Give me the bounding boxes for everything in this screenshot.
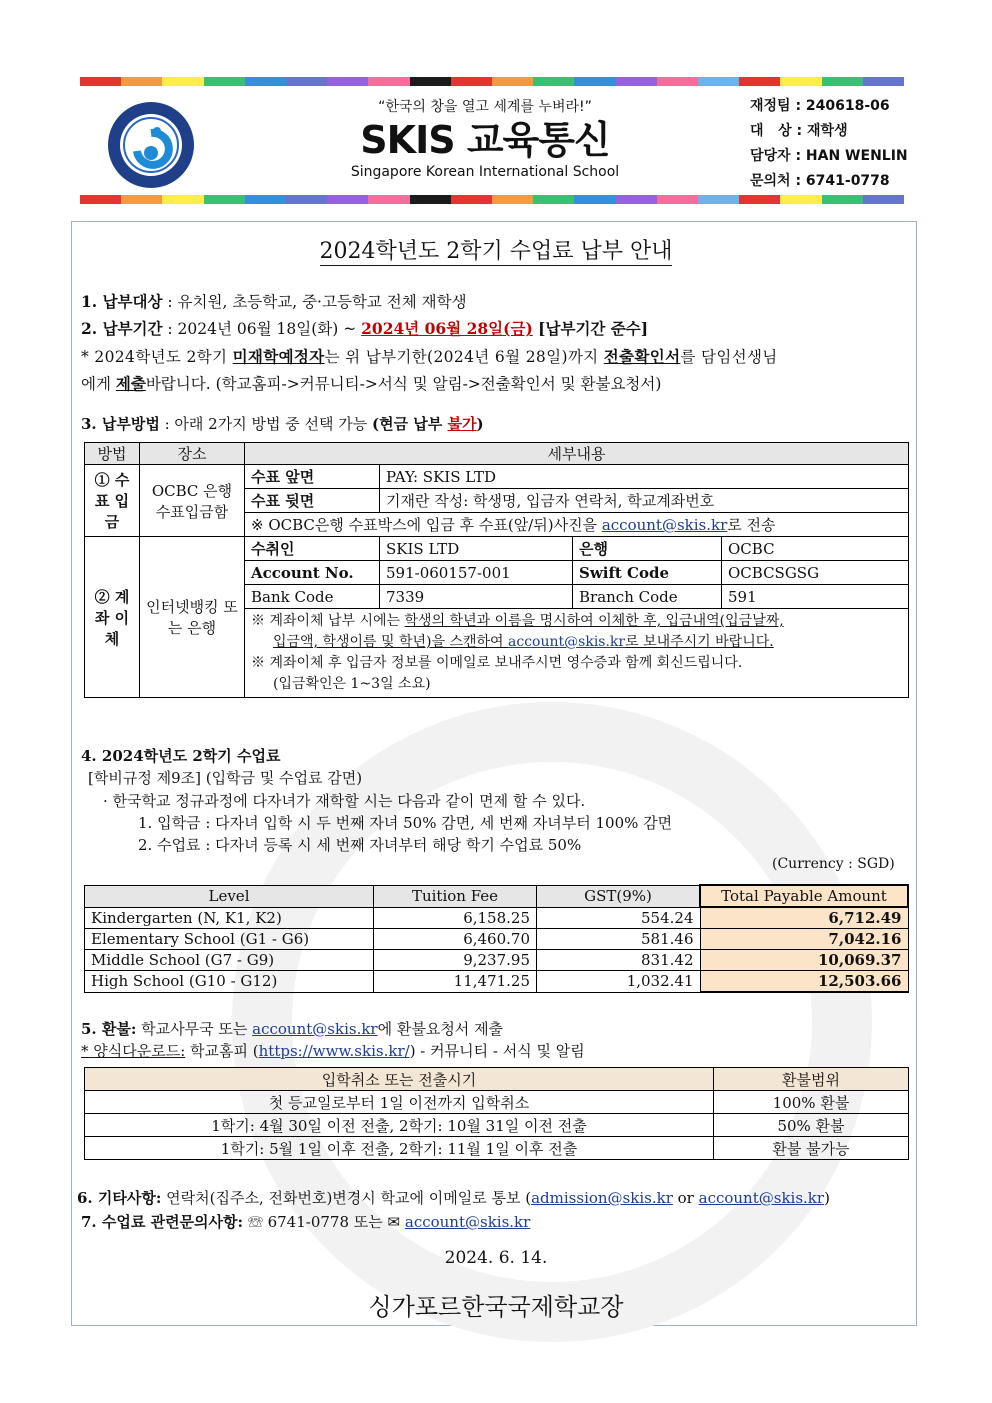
refund-range: 100% 환불 [714,1091,909,1114]
fee-tuition: 9,237.95 [374,950,537,971]
fee-gst: 1,032.41 [537,971,701,993]
table-row [85,929,909,950]
payment-method-table [84,442,909,698]
refund-email-link[interactable]: account@skis.kr [252,1020,378,1038]
stripe-segment [739,77,780,86]
stripe-segment [492,195,533,204]
stripe-segment [368,77,409,86]
table-row [85,1114,909,1137]
stripe-segment [80,195,121,204]
form-download: * 양식다운로드: 학교홈피 (https://www.skis.kr/) - 커뮤니티 - 서식 및 알림 [81,1042,585,1060]
cheque-note: ※ OCBC은행 수표박스에 입금 후 수표(앞/뒤)사진을 account@skis.kr로 전송 [245,513,909,537]
section-3: 3. 납부방법 : 아래 2가지 방법 중 선택 가능 (현금 납부 불가) [81,415,484,433]
th-place: 장소 [140,443,245,465]
fee-total: 6,712.49 [700,907,908,929]
document-title: 2024학년도 2학기 수업료 납부 안내 [319,239,673,264]
fee-total: 10,069.37 [700,950,908,971]
transfer-cell: Account No. [245,561,380,585]
stripe-segment [368,195,409,204]
stripe-segment [863,195,904,204]
account-email-link[interactable]: account@skis.kr [698,1189,825,1207]
stripe-segment [863,77,904,86]
cheque-front-value: PAY: SKIS LTD [380,465,909,489]
fee-total: 7,042.16 [700,929,908,950]
stripe-segment [204,195,245,204]
meta-manager: 담당자 : HAN WENLIN [750,148,908,164]
cheque-front-label: 수표 앞면 [245,465,380,489]
fee-tuition: 6,158.25 [374,907,537,929]
fee-level: Elementary School (G1 - G6) [85,929,374,950]
fee-gst: 831.42 [537,950,701,971]
table-row [85,1137,909,1160]
transfer-cell: 591-060157-001 [380,561,573,585]
slogan: “한국의 창을 열고 세계를 누벼라!” [378,99,592,115]
fee-level: Middle School (G7 - G9) [85,950,374,971]
fee-rule-lead: · 한국학교 정규과정에 다자녀가 재학할 시는 다음과 같이 면제 할 수 있다. [103,792,586,810]
issue-date: 2024. 6. 14. [444,1248,548,1268]
section-5: 5. 환불: 학교사무국 또는 account@skis.kr에 환불요청서 제출 [81,1020,504,1038]
stripe-segment [822,77,863,86]
section-2: 2. 납부기간 : 2024년 06월 18일(화) ~ 2024년 06월 28일(금) [납부기간 준수] [81,319,649,338]
cheque-back-label: 수표 뒷면 [245,489,380,513]
admission-email-link[interactable]: admission@skis.kr [531,1189,673,1207]
table-row [85,971,909,993]
table-row [85,1091,909,1114]
header [330,96,640,180]
color-stripe-bottom [80,195,904,204]
stripe-segment [657,195,698,204]
stripe-segment [121,77,162,86]
stripe-segment [451,195,492,204]
place-cheque: OCBC 은행 수표입금함 [140,465,245,537]
section-1: 1. 납부대상 : 유치원, 초등학교, 중·고등학교 전체 재학생 [81,292,467,311]
place-transfer: 인터넷뱅킹 또는 은행 [140,537,245,698]
refund-period: 1학기: 4월 30일 이전 전출, 2학기: 10월 31일 이전 전출 [85,1114,714,1137]
currency-note: (Currency : SGD) [772,856,895,872]
section-6: 6. 기타사항: 연락처(집주소, 전화번호)변경시 학교에 이메일로 통보 (admission@skis.kr or account@skis.kr) [77,1189,830,1207]
refund-period: 첫 등교일로부터 1일 이전까지 입학취소 [85,1091,714,1114]
fee-tuition: 11,471.25 [374,971,537,993]
color-stripe-top [80,77,904,86]
transfer-note: ※ 계좌이체 납부 시에는 학생의 학년과 이름을 명시하여 이체한 후, 입금내역(입금날짜, 입금액, 학생이름 및 학년)을 스캔하여 account@skis.kr로 보내주시기 바랍니다. ※ 계좌이체 후 입금자 정보를 이메일로 보내주시면 영수증과 함께 회신드립니다. (입금확인은 1~3일 소요) [245,609,909,698]
transfer-cell: SKIS LTD [380,537,573,561]
stripe-segment [245,195,286,204]
cheque-email-link[interactable]: account@skis.kr [601,516,728,534]
refund-period: 1학기: 5월 1일 이후 전출, 2학기: 11월 1일 이후 전출 [85,1137,714,1160]
stripe-segment [410,195,451,204]
method-cheque: ① 수표 입금 [85,465,140,537]
transfer-cell: Bank Code [245,585,380,609]
refund-range: 환불 불가능 [714,1137,909,1160]
fee-rule-item-2: 2. 수업료 : 다자녀 등록 시 세 번째 자녀부터 해당 학기 수업료 50% [138,836,582,854]
stripe-segment [616,195,657,204]
tuition-fee-table [84,884,909,993]
meta-target: 대 상 : 재학생 [750,123,848,139]
stripe-segment [657,77,698,86]
stripe-segment [286,77,327,86]
table-row [85,907,909,929]
table-row [85,950,909,971]
stripe-segment [698,195,739,204]
th-refund-period: 입학취소 또는 전출시기 [85,1068,714,1091]
th-method: 방법 [85,443,140,465]
school-logo [107,101,195,189]
fee-rule: [학비규정 제9조] (입학금 및 수업료 감면) [88,769,363,787]
stripe-segment [574,77,615,86]
inquiry-email-link[interactable]: account@skis.kr [404,1213,531,1231]
transfer-cell: Branch Code [573,585,722,609]
stripe-segment [121,195,162,204]
meta-contact: 문의처 : 6741-0778 [750,173,890,189]
transfer-cell: 수취인 [245,537,380,561]
stripe-segment [286,195,327,204]
method-transfer: ② 계좌 이체 [85,537,140,698]
stripe-segment [616,77,657,86]
stripe-segment [822,195,863,204]
transfer-email-link[interactable]: account@skis.kr [508,634,626,650]
fee-gst: 554.24 [537,907,701,929]
stripe-segment [698,77,739,86]
notice-line-2: 에게 제출바랍니다. (학교홈피->커뮤니티->서식 및 알림->전출확인서 및 환불요청서) [81,374,662,393]
fee-gst: 581.46 [537,929,701,950]
transfer-cell: Swift Code [573,561,722,585]
stripe-segment [245,77,286,86]
th-tuition: Tuition Fee [374,885,537,907]
stripe-segment [162,195,203,204]
stripe-segment [739,195,780,204]
notice-line-1: * 2024학년도 2학기 미재학예정자는 위 납부기한(2024년 6월 28일)까지 전출확인서를 담임선생님 [81,347,778,366]
stripe-segment [533,195,574,204]
stripe-segment [80,77,121,86]
fee-tuition: 6,460.70 [374,929,537,950]
transfer-cell: OCBCSGSG [722,561,909,585]
meta-doc-number: 재정팀 : 240618-06 [750,98,890,114]
section-4-title: 4. 2024학년도 2학기 수업료 [81,747,281,765]
section-7: 7. 수업료 관련문의사항: ☏ 6741-0778 또는 ✉ account@skis.kr [81,1213,531,1231]
signature: 싱가포르한국국제학교장 [368,1293,624,1321]
th-detail: 세부내용 [245,443,909,465]
fee-level: Kindergarten (N, K1, K2) [85,907,374,929]
school-name-en: Singapore Korean International School [350,164,620,180]
stripe-segment [492,77,533,86]
transfer-cell: 591 [722,585,909,609]
transfer-cell: 7339 [380,585,573,609]
refund-table [84,1067,909,1160]
th-total: Total Payable Amount [700,885,908,907]
header-meta [750,94,908,194]
transfer-cell: OCBC [722,537,909,561]
stripe-segment [574,195,615,204]
th-gst: GST(9%) [537,885,701,907]
transfer-cell: 은행 [573,537,722,561]
stripe-segment [327,77,368,86]
th-refund-range: 환불범위 [714,1068,909,1091]
stripe-segment [780,77,821,86]
stripe-segment [780,195,821,204]
stripe-segment [533,77,574,86]
newsletter-title: SKIS 교육통신 [360,118,610,162]
refund-range: 50% 환불 [714,1114,909,1137]
school-website-link[interactable]: https://www.skis.kr/ [258,1042,410,1060]
stripe-segment [162,77,203,86]
th-level: Level [85,885,374,907]
stripe-segment [204,77,245,86]
fee-level: High School (G10 - G12) [85,971,374,993]
stripe-segment [410,77,451,86]
cheque-back-value: 기재란 작성: 학생명, 입금자 연락처, 학교계좌번호 [380,489,909,513]
fee-rule-item-1: 1. 입학금 : 다자녀 입학 시 두 번째 자녀 50% 감면, 세 번째 자녀부터 100% 감면 [138,814,673,832]
fee-total: 12,503.66 [700,971,908,993]
deadline: 2024년 06월 28일(금) [361,319,533,338]
stripe-segment [451,77,492,86]
stripe-segment [327,195,368,204]
